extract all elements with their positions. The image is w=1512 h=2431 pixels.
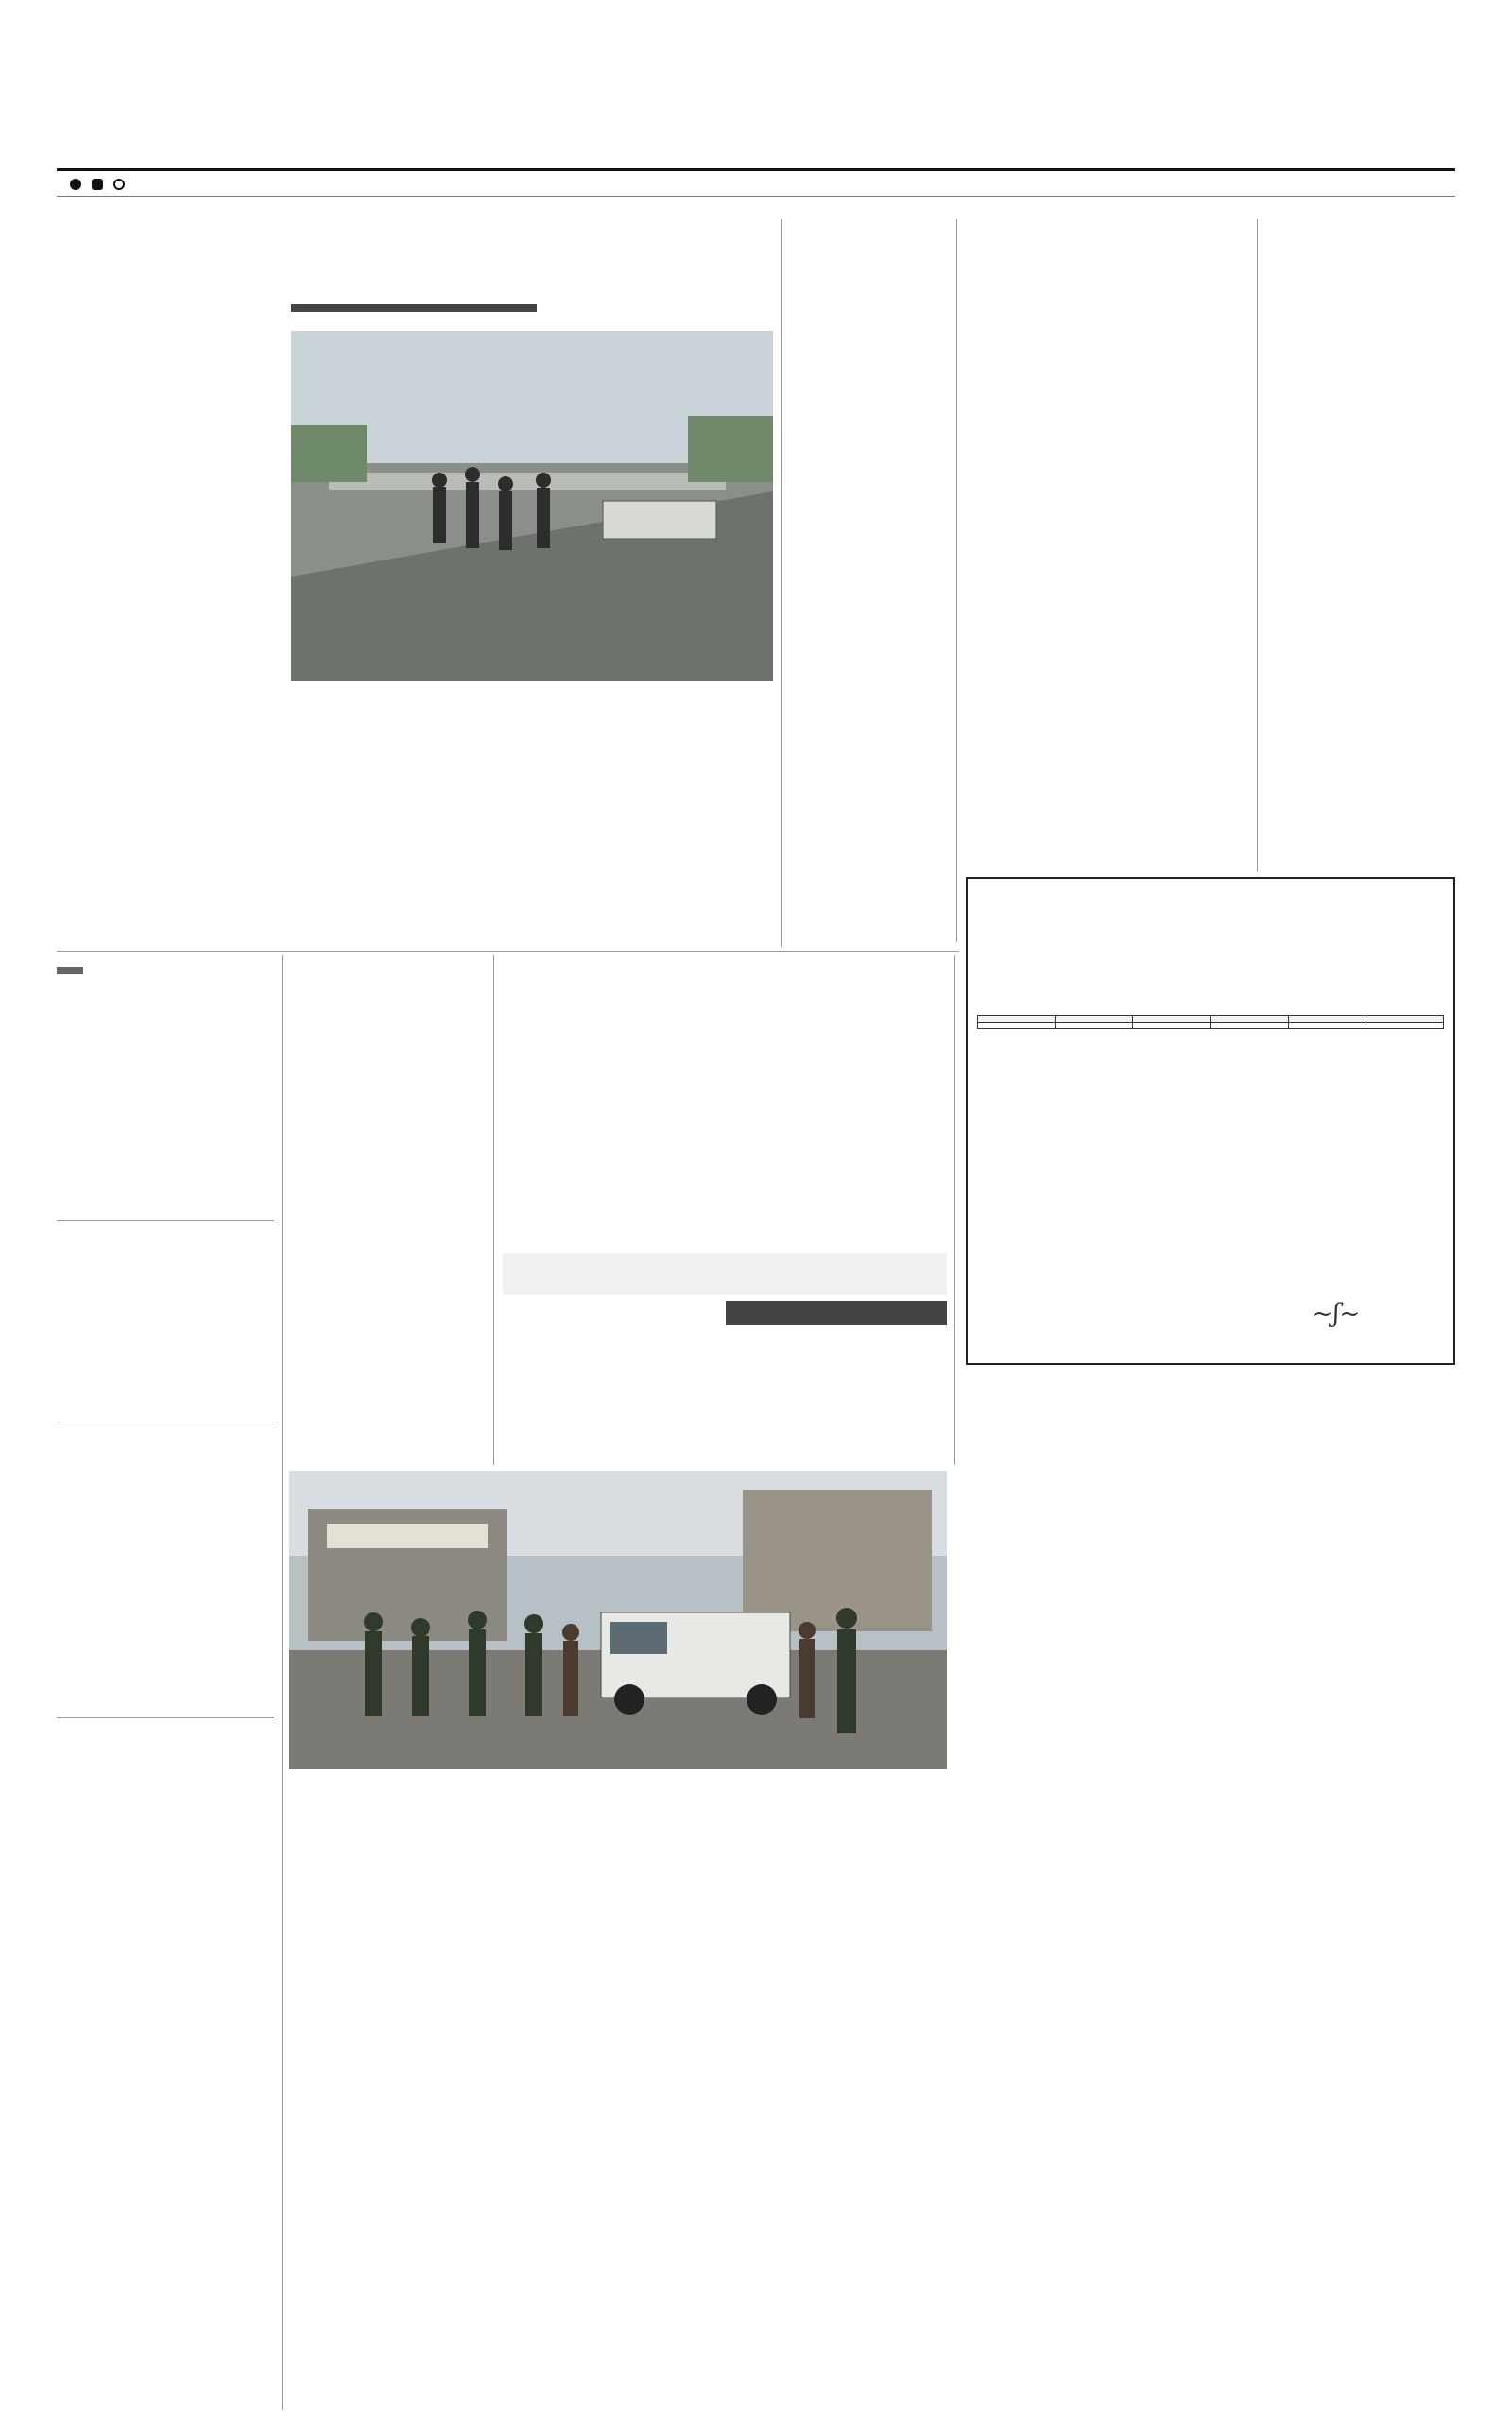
gazaria-body [966, 340, 1249, 870]
gazaria-headline [966, 223, 1249, 318]
ekanjore-item4-body [57, 1724, 274, 1970]
lged-th-vat [1133, 1016, 1211, 1023]
ekanjore-item1-body [57, 988, 274, 1215]
table-row [978, 1023, 1444, 1029]
taltoli-body [289, 1981, 947, 2406]
mymensingh-body [503, 1106, 947, 1248]
ekanjore-column [57, 960, 274, 2425]
rupganj-headline [289, 983, 488, 1087]
lged-table [977, 1015, 1444, 1029]
gazaria-byline [966, 319, 1249, 338]
lead-photo [291, 304, 773, 681]
rupganj-body [289, 1110, 488, 1457]
lead-body-col4 [612, 728, 773, 943]
lead-body-col2 [291, 728, 442, 943]
lged-th-fee-deadline [1211, 1016, 1288, 1023]
mymensingh-headline [503, 962, 947, 1076]
mymensingh-byline [503, 1085, 720, 1104]
ekanjore-label [57, 967, 83, 974]
lged-th-serial [978, 1016, 1056, 1023]
rupganj-kicker [289, 960, 488, 981]
facebook-icon [70, 179, 81, 190]
badir-byline [503, 1302, 711, 1321]
page-number [1370, 87, 1455, 163]
street-clash-photo [289, 1471, 947, 1769]
brand-logo [59, 112, 266, 161]
kushtia-body [790, 357, 951, 943]
lged-signature-block [1232, 1297, 1440, 1331]
highway-photo [291, 331, 773, 681]
missing-wife-headline [1266, 223, 1455, 327]
lged-th-fee [1056, 1016, 1133, 1023]
lged-th-app-deadline [1288, 1016, 1366, 1023]
badir-headline [503, 1253, 947, 1295]
taltoli-photo [289, 1471, 947, 1769]
kushtia-headline [790, 219, 951, 333]
lead-body-col1 [59, 342, 276, 853]
ekanjore-item2-body [57, 1227, 274, 1416]
youtube-icon [92, 179, 103, 190]
section-title [605, 26, 907, 149]
lead-headline [57, 219, 794, 306]
missing-wife-byline [1266, 331, 1455, 350]
badir-kicker [726, 1301, 947, 1325]
lged-ad [966, 877, 1455, 1365]
lead-body-col3 [452, 728, 603, 943]
taltoli-byline [289, 1960, 497, 1979]
lead-photo-tag [291, 304, 537, 312]
taltoli-headline [289, 1813, 947, 1955]
ekanjore-item3-body [57, 1428, 274, 1712]
lged-body [977, 898, 1444, 1009]
rupganj-byline [289, 1089, 488, 1108]
lead-byline [59, 319, 276, 340]
badir-body [503, 1327, 947, 1459]
missing-wife-body [1266, 352, 1455, 870]
lged-th-form-deadline [1366, 1016, 1443, 1023]
kushtia-byline [790, 336, 951, 355]
top-info-bar [57, 168, 1455, 197]
signature-mark: ~ʃ~ [1312, 1299, 1361, 1328]
x-icon [113, 179, 125, 190]
